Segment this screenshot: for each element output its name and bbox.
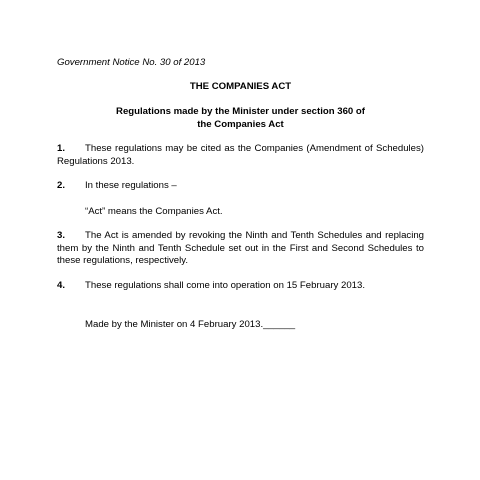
- paragraph-text: The Act is amended by revoking the Ninth and Tenth Schedules and replacing them by the Ninth and Tenth Schedule set out in the First and Second Schedules to these regulations, respectively.: [57, 230, 424, 266]
- paragraph-number: 4.: [57, 279, 66, 291]
- paragraph-2: [57, 180, 424, 193]
- paragraph-3: [57, 230, 424, 268]
- subtitle-line-2: the Companies Act: [197, 118, 284, 130]
- paragraph-1: [57, 143, 424, 168]
- government-notice-number: Government Notice No. 30 of 2013: [57, 57, 206, 68]
- subtitle-line-1: Regulations made by the Minister under section 360 of: [116, 106, 365, 117]
- paragraph-number: 1.: [57, 143, 66, 154]
- regulations-subtitle: [57, 106, 424, 131]
- paragraph-text: These regulations may be cited as the Companies (Amendment of Schedules) Regulations 2013.: [57, 143, 424, 167]
- paragraph-text: These regulations shall come into operation on 15 February 2013.: [85, 279, 365, 291]
- act-title: THE COMPANIES ACT: [189, 80, 292, 92]
- paragraph-4: [57, 280, 424, 293]
- paragraph-number: 2.: [57, 180, 66, 191]
- paragraph-text: In these regulations –: [85, 180, 177, 191]
- document-page: [57, 57, 424, 332]
- act-definition: “Act” means the Companies Act.: [85, 205, 223, 217]
- minister-signoff: Made by the Minister on 4 February 2013.______: [85, 319, 296, 330]
- paragraph-number: 3.: [57, 230, 66, 241]
